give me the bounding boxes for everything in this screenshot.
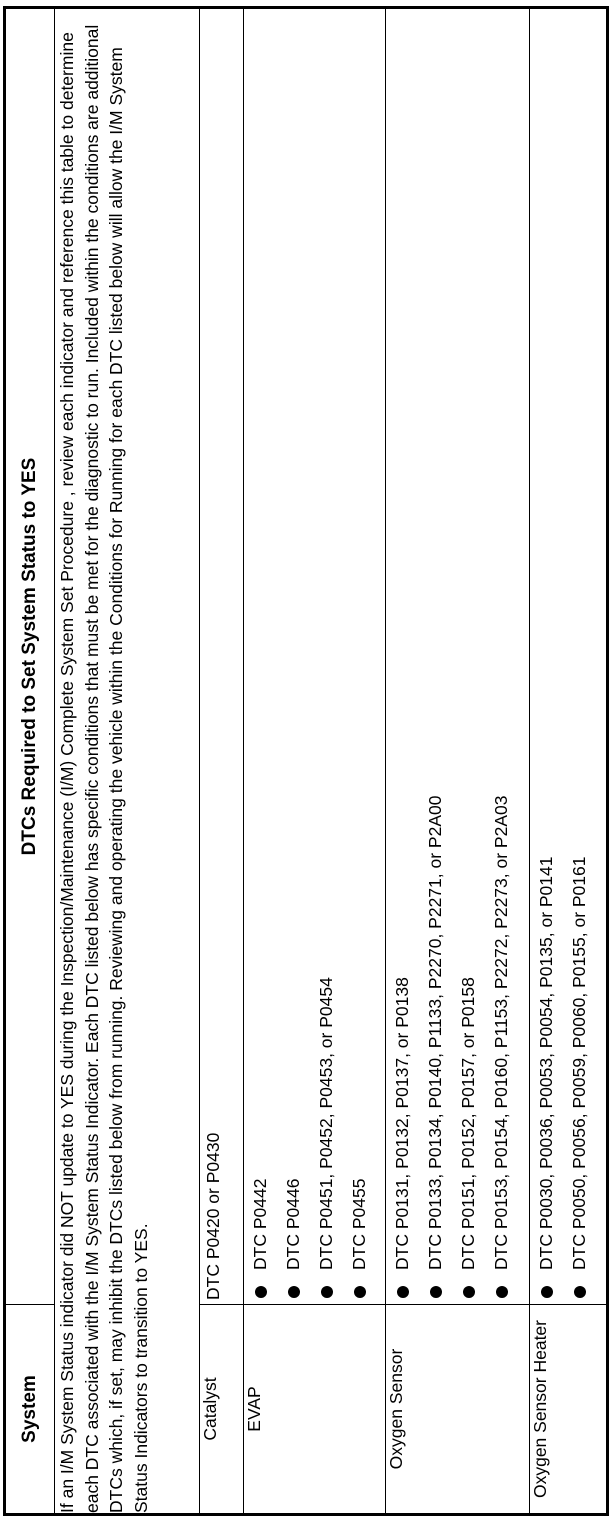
dtc-text-catalyst: DTC P0420 or P0430	[203, 1132, 223, 1300]
list-item: DTC P0030, P0036, P0053, P0054, P0135, or P0141	[530, 9, 563, 1304]
table-row-evap	[244, 8, 386, 1515]
table-header-row	[5, 8, 55, 1515]
list-item: DTC P0050, P0056, P0059, P0060, P0155, or P0161	[563, 9, 596, 1304]
dtc-table	[3, 6, 609, 1516]
list-item: DTC P0446	[277, 9, 310, 1304]
system-evap: EVAP	[244, 1305, 386, 1515]
dtc-list-oxygen-sensor-heater	[530, 9, 596, 1304]
dtc-list-evap	[244, 9, 376, 1304]
dtc-cell-catalyst	[200, 8, 244, 1305]
list-item: DTC P0131, P0132, P0137, or P0138	[386, 9, 419, 1304]
dtc-cell-oxygen-sensor	[386, 8, 530, 1305]
table-row-oxygen-sensor	[386, 8, 530, 1515]
table-row-oxygen-sensor-heater	[530, 8, 608, 1515]
system-oxygen-sensor-heater: Oxygen Sensor Heater	[530, 1305, 608, 1515]
list-item: DTC P0133, P0134, P0140, P1133, P2270, P2271, or P2A00	[419, 9, 452, 1304]
list-item: DTC P0153, P0154, P0160, P1153, P2272, P2273, or P2A03	[485, 9, 518, 1304]
list-item: DTC P0151, P0152, P0157, or P0158	[452, 9, 485, 1304]
header-system: System	[5, 1305, 55, 1515]
list-item: DTC P0442	[244, 9, 277, 1304]
dtc-list-oxygen-sensor	[386, 9, 518, 1304]
list-item: DTC P0455	[343, 9, 376, 1304]
system-oxygen-sensor: Oxygen Sensor	[386, 1305, 530, 1515]
intro-row	[55, 8, 200, 1515]
dtc-cell-oxygen-sensor-heater	[530, 8, 608, 1305]
intro-text: If an I/M System Status indicator did NOT update to YES during the Inspection/Maintenance (I/M) Complete System Set Procedure , review each indicator and reference this table to determine each DTC associated with the I/M System Status Indicator. Each DTC listed below has specific conditions that must be met for the diagnostic to run. Included within the conditions are additional DTCs which, if set, may inhibit the DTCs listed below from running. Reviewing and operating the vehicle within the Conditions for Running for each DTC listed below will allow the I/M System Status Indicators to transition to YES.	[55, 8, 200, 1515]
list-item: DTC P0451, P0452, P0453, or P0454	[310, 9, 343, 1304]
system-catalyst: Catalyst	[200, 1305, 244, 1515]
dtc-cell-evap	[244, 8, 386, 1305]
table-row-catalyst	[200, 8, 244, 1515]
header-dtcs: DTCs Required to Set System Status to YES	[5, 8, 55, 1305]
